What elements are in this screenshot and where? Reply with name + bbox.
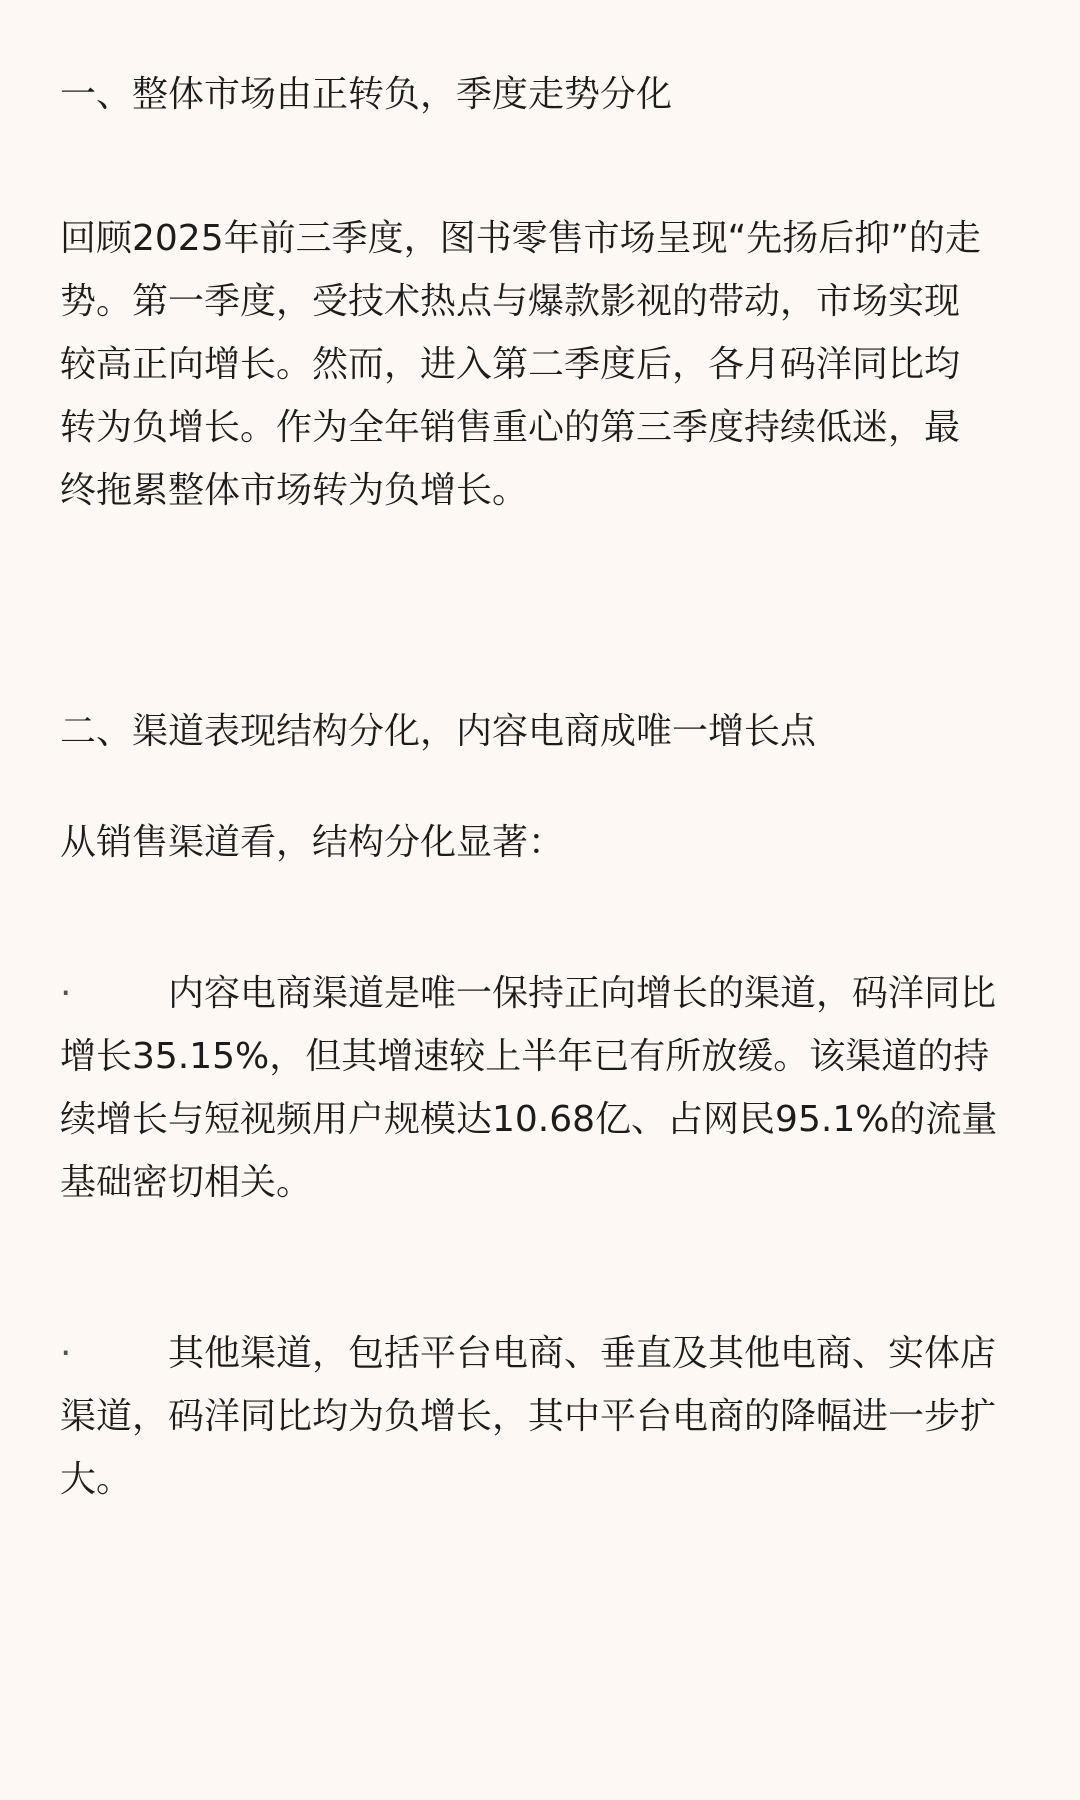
- bullet-marker: ·: [60, 973, 72, 1014]
- section-heading-1: 一、整体市场由正转负，季度走势分化: [60, 74, 673, 115]
- bullet-item-2: [60, 1322, 1020, 1511]
- section-paragraph-1: 回顾2025年前三季度，图书零售市场呈现“先扬后抑”的走势。第一季度，受技术热点与爆款影视的带动，市场实现较高正向增长。然而，进入第二季度后，各月码洋同比均转为负增长。作为全年销售重心的第三季度持续低迷，最终拖累整体市场转为负增长。: [60, 218, 981, 511]
- section-heading-2: 二、渠道表现结构分化，内容电商成唯一增长点: [60, 711, 817, 752]
- section-paragraph-2: 从销售渠道看，结构分化显著：: [60, 822, 565, 863]
- bullet-marker: ·: [60, 1333, 72, 1374]
- bullet-text: 内容电商渠道是唯一保持正向增长的渠道，码洋同比增长35.15%，但其增速较上半年已有所放缓。该渠道的持续增长与短视频用户规模达10.68亿、占网民95.1%的流量基础密切相关。: [60, 973, 998, 1203]
- bullet-item-1: [60, 962, 1020, 1214]
- bullet-text: 其他渠道，包括平台电商、垂直及其他电商、实体店渠道，码洋同比均为负增长，其中平台电商的降幅进一步扩大。: [60, 1333, 997, 1500]
